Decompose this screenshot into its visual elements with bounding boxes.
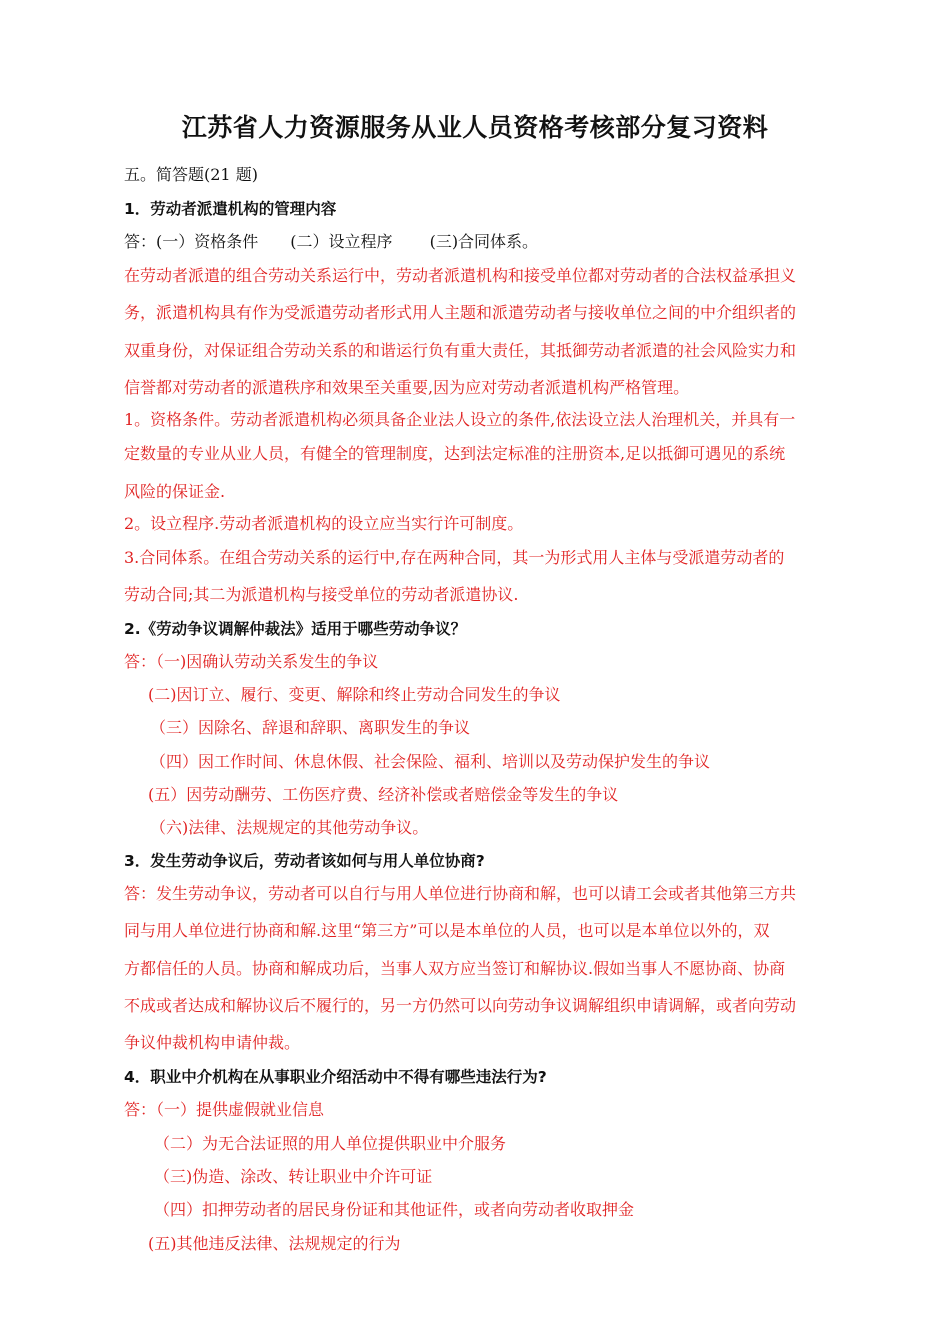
- answer-1-summary: 答：(一）资格条件 (二）设立程序 (三)合同体系。: [124, 232, 539, 251]
- answer-1-line: 在劳动者派遣的组合劳动关系运行中，劳动者派遣机构和接受单位都对劳动者的合法权益承担义: [124, 266, 797, 285]
- answer-1-line: 定数量的专业从业人员，有健全的管理制度，达到法定标准的注册资本,足以抵御可遇见的系统: [124, 444, 786, 463]
- answer-3-line: 争议仲裁机构申请仲裁。: [124, 1033, 301, 1052]
- answer-4-item: 答：（一）提供虚假就业信息: [124, 1100, 325, 1119]
- answer-2-item: (五）因劳动酬劳、工伤医疗费、经济补偿或者赔偿金等发生的争议: [148, 785, 619, 804]
- answer-4-item: (五)其他违反法律、法规规定的行为: [148, 1234, 401, 1253]
- document-title: 江苏省人力资源服务从业人员资格考核部分复习资料: [181, 113, 769, 142]
- answer-3-line: 不成或者达成和解协议后不履行的，另一方仍然可以向劳动争议调解组织申请调解，或者向劳动: [124, 996, 797, 1015]
- answer-3-line: 答：发生劳动争议，劳动者可以自行与用人单位进行协商和解，也可以请工会或者其他第三方共: [124, 884, 797, 903]
- answer-4-item: （三)伪造、涂改、转让职业中介许可证: [154, 1167, 433, 1186]
- answer-2-item: （六)法律、法规规定的其他劳动争议。: [150, 818, 429, 837]
- answer-4-item: （四）扣押劳动者的居民身份证和其他证件，或者向劳动者收取押金: [154, 1200, 635, 1219]
- answer-4-item: （二）为无合法证照的用人单位提供职业中介服务: [154, 1134, 507, 1153]
- answer-1-line: 信誉都对劳动者的派遣秩序和效果至关重要,因为应对劳动者派遣机构严格管理。: [124, 378, 690, 397]
- answer-1-line: 务，派遣机构具有作为受派遣劳动者形式用人主题和派遣劳动者与接收单位之间的中介组织者的: [124, 303, 797, 322]
- answer-2-item: 答：（一)因确认劳动关系发生的争议: [124, 652, 379, 671]
- answer-1-line: 风险的保证金.: [124, 482, 226, 501]
- section-heading: 五。简答题(21 题): [124, 165, 258, 184]
- answer-1-line: 1。资格条件。劳动者派遣机构必须具备企业法人设立的条件,依法设立法人治理机关，并具有一: [124, 410, 796, 429]
- answer-3-line: 同与用人单位进行协商和解.这里“第三方”可以是本单位的人员，也可以是本单位以外的，双: [124, 921, 770, 940]
- answer-1-line: 2。设立程序.劳动者派遣机构的设立应当实行许可制度。: [124, 514, 524, 533]
- answer-1-line: 劳动合同;其二为派遣机构与接受单位的劳动者派遣协议.: [124, 585, 519, 604]
- answer-1-line: 3.合同体系。在组合劳动关系的运行中,存在两种合同，其一为形式用人主体与受派遣劳动者的: [124, 548, 785, 567]
- answer-3-line: 方都信任的人员。协商和解成功后，当事人双方应当签订和解协议.假如当事人不愿协商、协商: [124, 959, 786, 978]
- answer-2-item: （四）因工作时间、休息休假、社会保险、福利、培训以及劳动保护发生的争议: [150, 752, 711, 771]
- answer-2-item: （三）因除名、辞退和辞职、离职发生的争议: [150, 718, 471, 737]
- question-1: 1．劳动者派遣机构的管理内容: [124, 200, 337, 218]
- answer-2-item: (二)因订立、履行、变更、解除和终止劳动合同发生的争议: [148, 685, 561, 704]
- question-2: 2.《劳动争议调解仲裁法》适用于哪些劳动争议？: [124, 620, 467, 638]
- question-3: 3．发生劳动争议后，劳动者该如何与用人单位协商?: [124, 852, 485, 870]
- answer-1-line: 双重身份，对保证组合劳动关系的和谐运行负有重大责任，其抵御劳动者派遣的社会风险实力和: [124, 341, 797, 360]
- question-4: 4．职业中介机构在从事职业介绍活动中不得有哪些违法行为?: [124, 1068, 547, 1086]
